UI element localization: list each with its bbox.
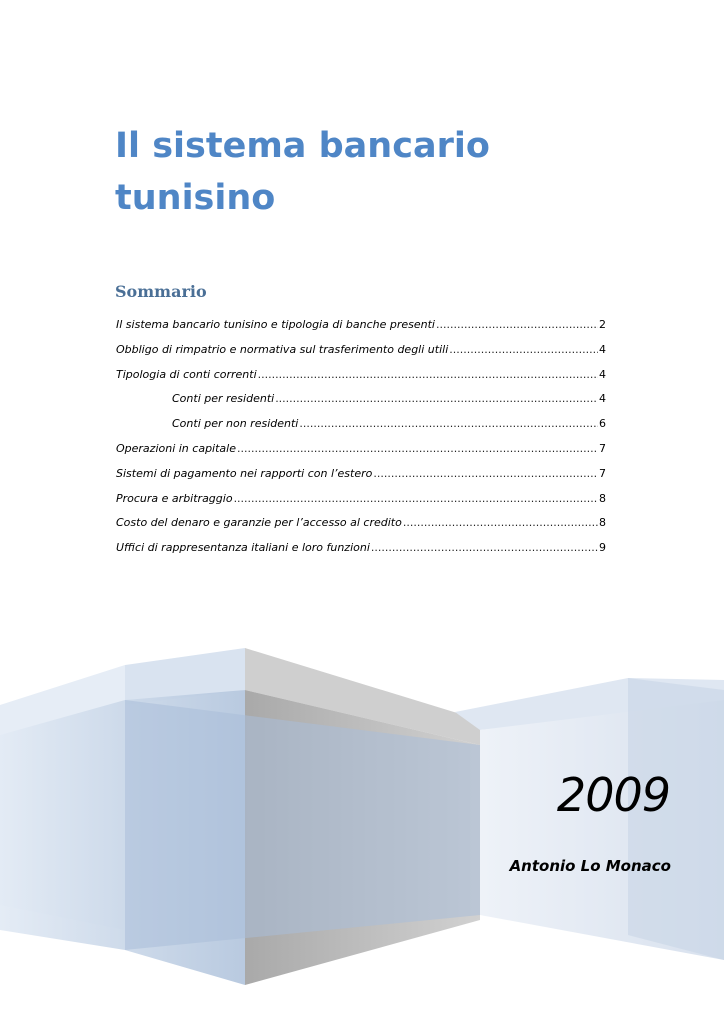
- toc-entry-title: Tipologia di conti correnti: [116, 367, 257, 381]
- toc-dot-leader: [373, 467, 598, 480]
- toc-entry[interactable]: [116, 368, 606, 393]
- toc-entry-title: Il sistema bancario tunisino e tipologia di banche presenti: [116, 318, 435, 331]
- toc-entry-title: Procura e arbitraggio: [116, 491, 233, 505]
- toc-dot-leader: [299, 417, 598, 430]
- toc-entry-page: 4: [599, 367, 606, 381]
- toc-dot-leader: [258, 368, 598, 381]
- cover-decorative-graphic: [0, 630, 724, 1024]
- toc-entry[interactable]: [116, 541, 606, 566]
- cover-year: 2009: [556, 768, 670, 822]
- toc-entry-page: 6: [599, 417, 606, 431]
- toc-dot-leader: [403, 516, 598, 529]
- toc-entry[interactable]: [116, 467, 606, 492]
- toc-entry[interactable]: [116, 442, 606, 467]
- toc-entry-title: Sistemi di pagamento nei rapporti con l’estero: [116, 466, 373, 480]
- table-of-contents: [116, 318, 606, 566]
- toc-entry-title: Uffici di rappresentanza italiani e loro funzioni: [116, 541, 370, 555]
- toc-entry[interactable]: [116, 318, 606, 343]
- toc-entry-page: 4: [599, 342, 606, 356]
- toc-dot-leader: [275, 392, 598, 405]
- title-line-2: tunisino: [115, 178, 276, 218]
- cover-author: Antonio Lo Monaco: [509, 857, 671, 875]
- toc-entry-page: 2: [599, 318, 606, 331]
- toc-entry[interactable]: [116, 492, 606, 517]
- toc-entry-title: Conti per non residenti: [172, 417, 299, 431]
- toc-entry-title: Operazioni in capitale: [116, 441, 236, 455]
- toc-subentry[interactable]: [116, 417, 606, 442]
- toc-entry-page: 8: [599, 491, 606, 505]
- toc-dot-leader: [449, 343, 598, 356]
- toc-entry-title: Conti per residenti: [172, 392, 275, 406]
- toc-entry-page: 9: [599, 541, 606, 555]
- toc-dot-leader: [234, 492, 598, 505]
- toc-entry-page: 7: [599, 441, 606, 455]
- toc-dot-leader: [371, 541, 598, 554]
- toc-heading: Sommario: [115, 282, 207, 301]
- title-line-1: Il sistema bancario: [115, 126, 490, 166]
- toc-dot-leader: [237, 442, 598, 455]
- toc-entry-page: 8: [599, 516, 606, 530]
- toc-dot-leader: [436, 318, 598, 331]
- toc-entry-title: Costo del denaro e garanzie per l’accesso al credito: [116, 516, 402, 530]
- toc-entry[interactable]: [116, 343, 606, 368]
- toc-entry-title: Obbligo di rimpatrio e normativa sul trasferimento degli utili: [116, 342, 449, 356]
- toc-entry-page: 7: [599, 466, 606, 480]
- toc-entry[interactable]: [116, 516, 606, 541]
- toc-subentry[interactable]: [116, 392, 606, 417]
- toc-entry-page: 4: [599, 392, 606, 406]
- document-title: [115, 120, 635, 224]
